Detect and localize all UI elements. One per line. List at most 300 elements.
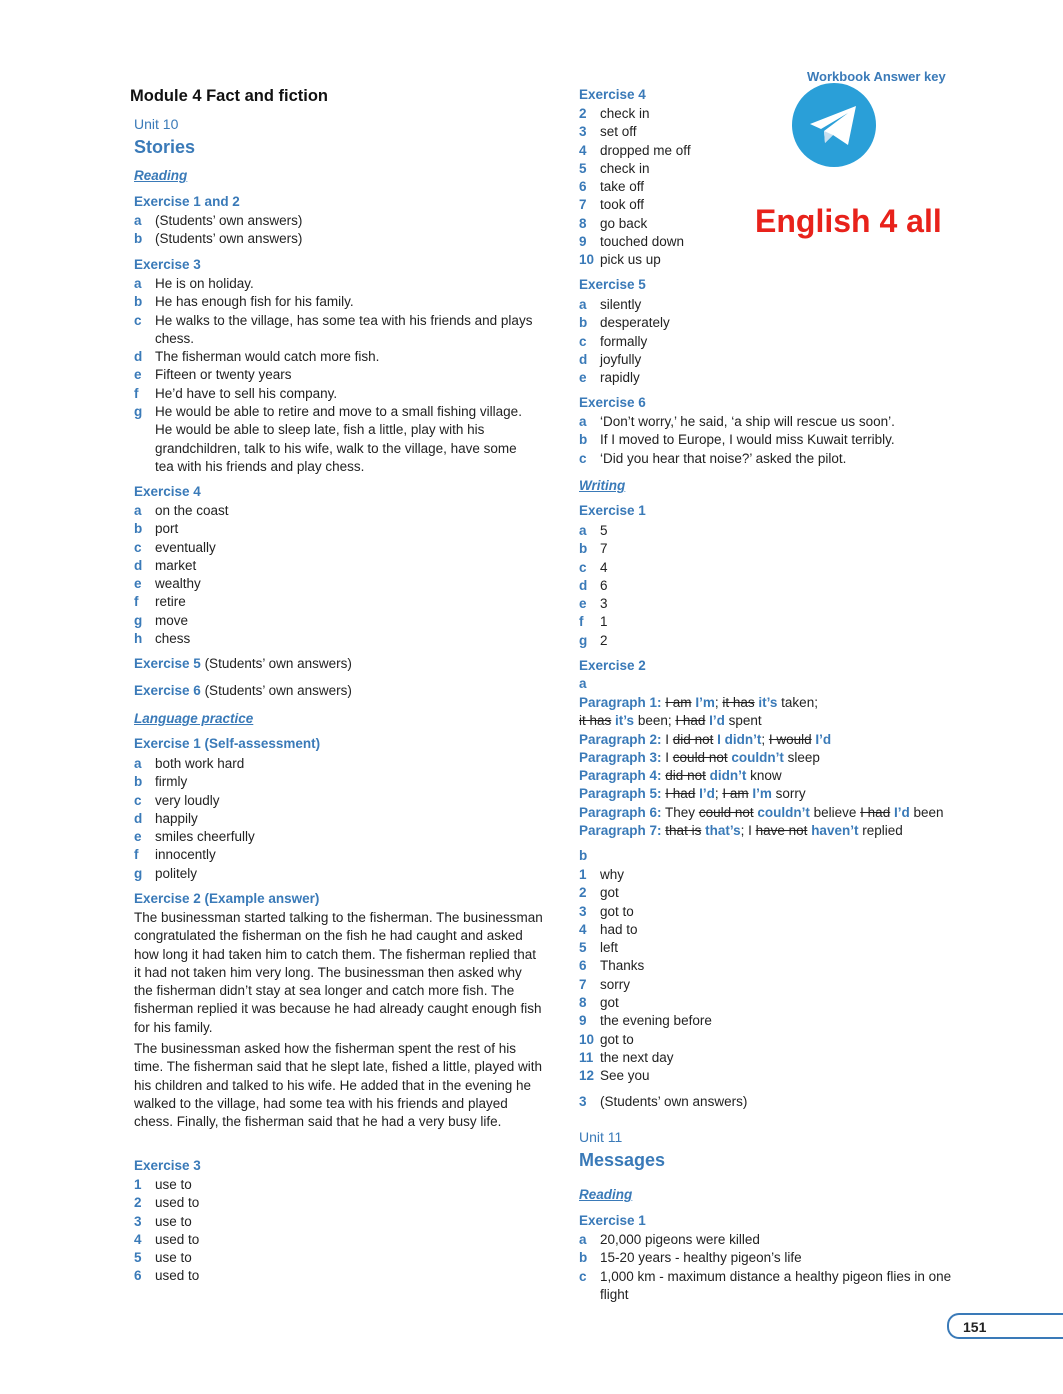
deleted-text: could not [672,749,728,765]
item-value: got to [600,1031,634,1047]
item-value: ‘Did you hear that noise?’ asked the pilot. [600,450,847,466]
item-key: e [134,576,142,592]
answer-item [579,540,779,558]
item-value: 2 [600,632,608,648]
answer-list [134,275,534,476]
answer-item [579,333,779,351]
answer-item [579,1249,979,1267]
answer-key-label: Workbook Answer key [807,69,946,84]
answer-item [134,1213,534,1231]
answer-item [579,413,999,431]
item-value: rapidly [600,370,640,386]
answer-item [579,1031,879,1049]
answer-item [134,275,534,293]
unit-label: Unit 11 [579,1129,623,1145]
item-value: firmly [155,774,188,790]
item-value: on the coast [155,503,229,518]
item-key: d [134,349,143,365]
answer-item [579,994,879,1012]
item-key: 5 [579,940,587,956]
item-value: set off [600,124,637,140]
answer-item [579,884,879,902]
item-key: 1 [579,867,587,882]
answer-list [579,413,999,468]
text: ; [761,731,769,747]
item-key: e [579,596,587,612]
answer-item [579,314,779,332]
exercise-title: Exercise 4 [579,87,646,102]
item-value: use to [155,1177,192,1192]
item-value: market [155,557,197,573]
item-key: c [134,539,142,555]
item-value: got [600,885,619,901]
text: sleep [783,749,820,765]
brand-title: English 4 all [755,203,942,239]
item-value: had to [600,921,638,937]
answer-item [134,612,534,630]
item-key: d [579,577,588,593]
item-value: take off [600,179,645,195]
inserted-text: couldn’t [757,804,810,820]
item-value: eventually [155,539,216,555]
answer-item [579,105,779,123]
inserted-text: it’s [758,695,778,710]
item-value: See you [600,1068,650,1084]
answer-item [579,351,779,369]
item-value: check in [600,160,650,176]
item-key: 8 [579,215,587,231]
answer-item [134,293,534,311]
item-key: 8 [579,995,587,1011]
text: ; [714,786,723,802]
item-value: 6 [600,577,608,593]
item-value: sorry [600,976,630,992]
item-value: smiles cheerfully [155,829,255,845]
answer-item [579,142,779,160]
item-value: happily [155,810,198,826]
page-number-tab [947,1313,1063,1339]
text: ; [714,695,723,710]
section-reading: Reading [579,1187,633,1202]
item-key: d [134,557,143,573]
item-value: silently [600,297,642,312]
exercise-title: Exercise 2 (Example answer) [134,891,320,906]
exercise-title: Exercise 2 [579,658,646,673]
item-key: a [134,213,142,228]
section-language-practice: Language practice [134,711,254,726]
item-key: g [134,612,143,628]
item-key: 7 [579,197,587,213]
item-key: c [134,792,142,808]
item-key: a [134,503,142,518]
inserted-text: I’d [893,804,910,820]
item-value: got to [600,903,634,919]
text: sorry [771,786,806,802]
item-key: 3 [579,903,587,919]
answer-item [579,559,779,577]
paragraph-label: Paragraph 3: [579,749,662,765]
item-key: c [579,1268,587,1284]
answer-item [579,957,879,975]
item-key: e [134,367,142,383]
text: believe [809,804,861,820]
answer-item [579,522,779,540]
item-value: very loudly [155,792,220,808]
deleted-text: I had [675,713,706,729]
item-key: 1 [134,1177,142,1192]
paragraph-1-line-2 [579,712,999,730]
text: taken; [777,695,818,710]
answer-item [134,1249,534,1267]
item-key: g [134,404,143,420]
text: know [746,768,782,784]
paragraph-label: Paragraph 5: [579,786,662,802]
deleted-text: did not [672,731,714,747]
exercise-title: Exercise 4 [134,484,201,499]
item-value: used to [155,1231,200,1247]
answer-item [134,539,534,557]
inserted-text: I’d [815,731,832,747]
item-value: touched down [600,234,685,250]
answer-item [579,123,779,141]
item-key: 9 [579,1013,587,1029]
item-value: He has enough fish for his family. [155,294,354,310]
unit-title: Stories [134,137,196,157]
example-paragraph-1: The businessman started talking to the fisherman. The businessman congratulated the fisherman on the fish he had caught and asked how long it had taken him to catch them. The fisherman replied that it had not taken him very long. The businessman then asked why the fisherman didn’t stay at sea longer and catch more fish. The fisherman replied it was because he had already caught enough fish for his family. [134,910,543,1035]
item-value: both work hard [155,756,245,771]
answer-item [134,593,534,611]
item-value: joyfully [600,351,642,367]
answer-item [134,755,534,773]
item-key: 6 [579,958,587,974]
item-value: (Students’ own answers) [155,213,303,228]
text: been; [634,713,676,729]
item-key: 9 [579,234,587,250]
item-value: 3 [600,596,608,612]
exercise-6-line [134,683,352,698]
item-key: c [579,333,587,349]
item-key: b [134,231,143,247]
inserted-text: haven’t [811,823,859,839]
item-value: 1,000 km - maximum distance a healthy pigeon flies in one flight [600,1268,952,1302]
item-key: 5 [579,160,587,176]
item-key: 7 [579,976,587,992]
answer-item [134,630,534,648]
paragraph-1-line [579,694,999,712]
answer-list [579,296,779,387]
exercise-title: Exercise 5 [579,277,646,292]
item-value: the evening before [600,1013,712,1029]
example-paragraph-2: The businessman asked how the fisherman spent the rest of his time. The fisherman said that he slept late, fished a little, played with his children and talked to his wife. He added that in the evening he walked to the village, had some tea with his friends and played chess. Finally, the fisherman said that he had a very busy life. [134,1041,542,1130]
item-key: c [579,559,587,575]
text: I [661,749,673,765]
paragraph-label: Paragraph 1: [579,695,662,710]
item-value: 7 [600,541,608,557]
answer-list [579,1231,979,1304]
answer-list [134,212,534,249]
item-value: Thanks [600,958,645,974]
paragraph-label: Paragraph 4: [579,768,662,784]
telegram-icon[interactable] [792,83,876,167]
answer-item [579,1268,979,1305]
item-value: He is on holiday. [155,276,254,291]
inserted-text: didn’t [709,768,747,784]
answer-item [579,251,779,269]
text: They [661,804,699,820]
paragraph-2-line [579,731,999,749]
exercise-title: Exercise 1 (Self-assessment) [134,736,321,751]
answer-item [579,1012,879,1030]
item-value: used to [155,1195,200,1211]
exercise-title: Exercise 5 [134,656,201,671]
section-reading: Reading [134,168,188,183]
inserted-text: couldn’t [731,749,784,765]
answer-item [579,1231,979,1249]
item-key: b [134,521,143,537]
answer-item [579,632,779,650]
text: I [661,731,673,747]
deleted-text: I had [860,804,891,820]
item-key: h [134,631,143,647]
item-key: 10 [579,252,595,268]
item-value: check in [600,106,650,121]
item-key: f [579,614,584,630]
section-writing: Writing [579,478,626,493]
item-value: pick us up [600,252,661,268]
item-value: ‘Don’t worry,’ he said, ‘a ship will rescue us soon’. [600,414,895,429]
item-value: chess [155,631,191,647]
item-key: e [579,370,587,386]
item-key: 2 [134,1195,142,1211]
item-value: dropped me off [600,142,691,158]
item-key: e [134,829,142,845]
item-value: got [600,995,619,1011]
answer-item [579,233,779,251]
item-value: innocently [155,847,216,863]
answer-item [579,296,779,314]
item-key: a [579,1232,587,1247]
answer-item [134,557,534,575]
part-label: a [579,676,587,691]
answer-item [579,866,879,884]
inserted-text: it’s [615,713,635,729]
deleted-text: have not [755,823,808,839]
paragraph-label: Paragraph 6: [579,804,662,820]
answer-item [579,1067,879,1085]
item-key: g [579,632,588,648]
answer-item [579,595,779,613]
answer-item [134,212,534,230]
deleted-text: I had [665,786,696,802]
inserted-text: I’d [709,713,725,729]
item-value: desperately [600,315,670,331]
exercise-answer: (Students’ own answers) [200,656,352,671]
answer-item [579,369,779,387]
part-label: b [579,848,588,863]
answer-item [134,1267,534,1285]
item-value: 15-20 years - healthy pigeon’s life [600,1250,802,1266]
item-value: 5 [600,523,608,538]
answer-item [134,575,534,593]
paragraph-corrections [579,694,999,840]
answer-list [579,105,779,270]
answer-item [579,196,779,214]
answer-item [134,1194,534,1212]
item-key: f [134,847,139,863]
item-key: d [579,351,588,367]
inserted-text: I’d [699,786,715,802]
item-key: 6 [579,179,587,195]
deleted-text: could not [698,804,754,820]
item-value: Fifteen or twenty years [155,367,292,383]
answer-item [134,1176,534,1194]
item-key: 3 [579,124,587,140]
exercise-title: Exercise 6 [134,683,201,698]
item-key: b [579,1250,588,1266]
item-key: 12 [579,1068,595,1084]
inserted-text: I didn’t [717,731,762,747]
inserted-text: I’m [752,786,772,802]
item-value: The fisherman would catch more fish. [155,349,380,365]
text: spent [724,713,762,729]
item-key: 6 [134,1268,142,1284]
exercise-answer: (Students’ own answers) [200,683,352,698]
item-key: f [134,385,139,401]
item-key: b [579,432,588,448]
item-value: He’d have to sell his company. [155,385,338,401]
unit-title: Messages [579,1150,666,1170]
paragraph-label: Paragraph 7: [579,823,662,839]
item-value: (Students’ own answers) [600,1094,748,1109]
exercise-title: Exercise 3 [134,1158,201,1173]
exercise-title: Exercise 1 [579,503,646,518]
item-value: He walks to the village, has some tea with his friends and plays chess. [155,312,533,346]
item-key: 4 [579,921,587,937]
item-key: a [579,523,587,538]
answer-item [134,828,534,846]
answer-item [134,348,534,366]
answer-item [579,178,779,196]
item-key: 5 [134,1250,142,1266]
exercise-title: Exercise 1 [579,1213,646,1228]
item-value: use to [155,1213,192,1229]
paragraph-label: Paragraph 2: [579,731,662,747]
item-key: 11 [579,1049,594,1065]
item-value: retire [155,594,186,610]
item-value: why [600,867,625,882]
item-key: b [579,541,588,557]
exercise-5-line [134,656,352,671]
item-value: go back [600,215,648,231]
text: ; I [740,823,756,839]
answer-item [579,976,879,994]
item-value: 4 [600,559,608,575]
item-value: port [155,521,179,537]
module-title: Module 4 Fact and fiction [130,87,329,105]
item-value: If I moved to Europe, I would miss Kuwait terribly. [600,432,895,448]
deleted-text: did not [665,768,706,784]
text: replied [858,823,903,839]
answer-list [579,522,779,650]
item-key: d [134,810,143,826]
answer-list [134,755,534,883]
item-key: 4 [579,142,587,158]
item-key: 2 [579,885,587,901]
item-key: a [579,297,587,312]
item-key: c [134,312,142,328]
answer-item [579,921,879,939]
answer-item [579,1049,879,1067]
item-value: 1 [600,614,608,630]
deleted-text: it has [722,695,755,710]
answer-list [134,1176,534,1286]
answer-item [579,160,779,178]
inserted-text: I’m [695,695,715,710]
answer-item [579,215,779,233]
paragraph-4-line [579,767,999,785]
paragraph-6-line [579,804,999,822]
deleted-text: I am [665,695,692,710]
item-key: a [134,276,142,291]
answer-item [579,613,779,631]
item-value: (Students’ own answers) [155,231,303,247]
answer-item [134,385,534,403]
item-key: g [134,865,143,881]
item-key: 4 [134,1231,142,1247]
item-value: used to [155,1268,200,1284]
text: been [909,804,944,820]
item-key: 3 [134,1213,142,1229]
answer-item [134,773,534,791]
exercise-title: Exercise 6 [579,395,646,410]
answer-item [134,312,534,349]
answer-item [134,810,534,828]
item-value: took off [600,197,645,213]
paragraph-3-line [579,749,999,767]
answer-item [579,903,879,921]
item-value: He would be able to retire and move to a small fishing village. He would be able to sleep late, fish a little, play with his grandchildren, talk to his wife, walk to the village, have some tea with his friends and play chess. [155,404,522,474]
item-key: 3 [579,1094,587,1109]
item-value: use to [155,1250,192,1266]
item-value: wealthy [155,576,201,592]
item-key: 2 [579,106,587,121]
answer-item [579,450,999,468]
item-value: the next day [600,1049,674,1065]
item-value: formally [600,333,648,349]
deleted-text: I am [722,786,749,802]
item-value: politely [155,865,198,881]
answer-item [134,792,534,810]
unit-label: Unit 10 [134,116,179,132]
answer-item [579,431,999,449]
answer-item [134,502,534,520]
answer-item [579,577,779,595]
item-key: b [134,774,143,790]
item-value: left [600,940,619,956]
deleted-text: that is [665,823,702,839]
paragraph-7-line [579,822,999,840]
exercise-title: Exercise 1 and 2 [134,194,240,209]
item-value: move [155,612,189,628]
answer-item [134,865,534,883]
item-key: f [134,594,139,610]
item-key: 10 [579,1031,595,1047]
item-key: b [579,315,588,331]
answer-item [134,366,534,384]
item-key: a [579,414,587,429]
item-value: 20,000 pigeons were killed [600,1232,760,1247]
deleted-text: I would [768,731,812,747]
